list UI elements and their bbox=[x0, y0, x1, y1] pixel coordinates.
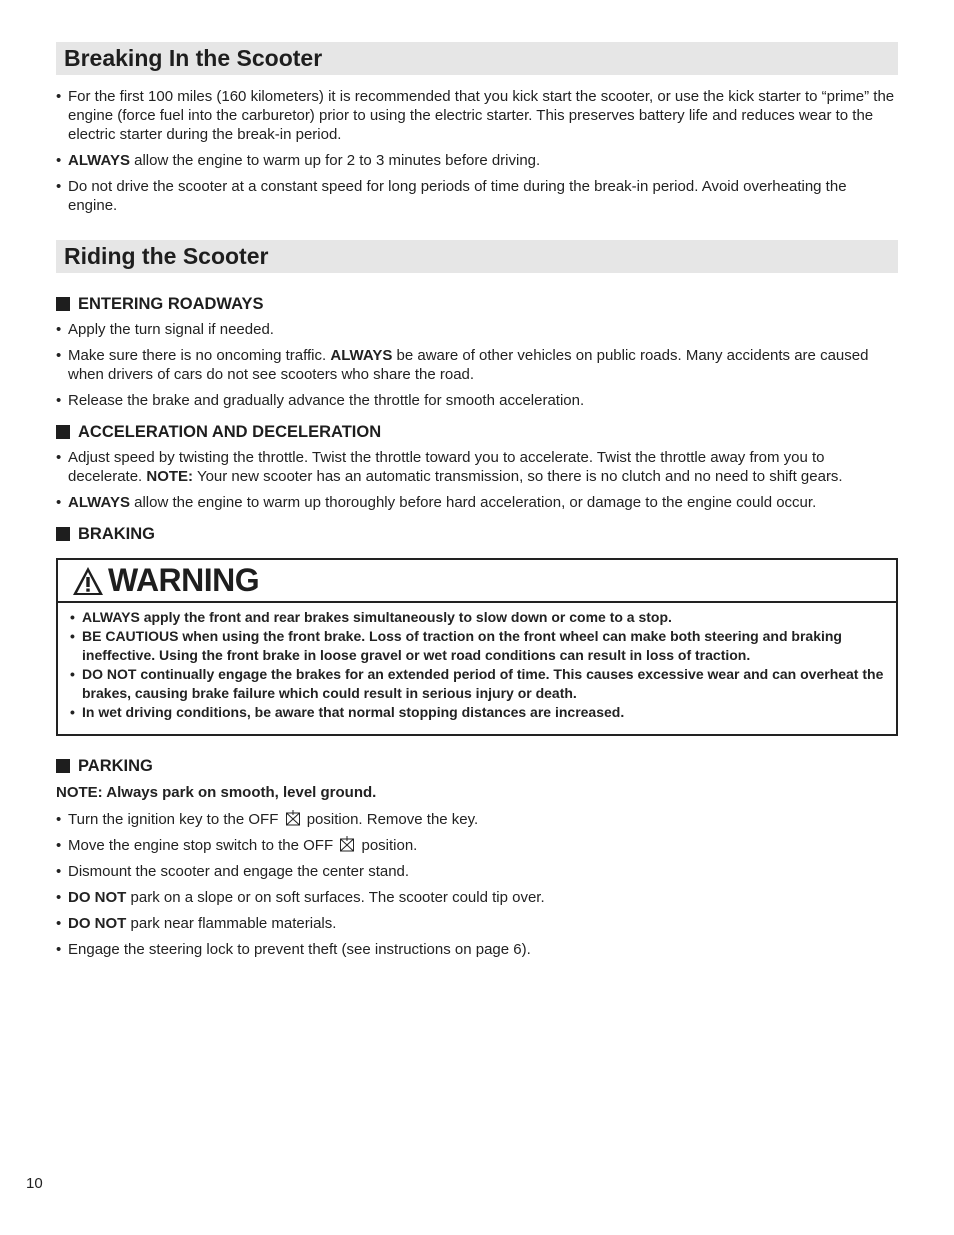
list-item: • Engage the steering lock to prevent theft (see instructions on page 6). bbox=[56, 940, 898, 959]
warning-item: • In wet driving conditions, be aware that normal stopping distances are increased. bbox=[70, 703, 884, 722]
list-item: • Turn the ignition key to the OFF position. Remove the key. bbox=[56, 810, 898, 829]
warning-item: • BE CAUTIOUS when using the front brake. Loss of traction on the front wheel can make both steering and braking ineffective. Using the front brake in loose gravel or wet road conditions can result in loss of traction. bbox=[70, 627, 884, 665]
off-position-icon bbox=[339, 836, 355, 852]
list-item: • For the first 100 miles (160 kilometers) it is recommended that you kick start the scooter, or use the kick starter to “prime” the engine (force fuel into the carburetor) prior to using the electric starter. This preserves battery life and reduces wear to the electric starter during the break-in period. bbox=[56, 87, 898, 144]
list-item: • Dismount the scooter and engage the center stand. bbox=[56, 862, 898, 881]
manual-page bbox=[56, 42, 898, 966]
subheading-acceleration: ACCELERATION AND DECELERATION bbox=[56, 422, 898, 442]
subheading-parking: PARKING bbox=[56, 756, 898, 776]
off-position-icon bbox=[285, 810, 301, 826]
list-item: • DO NOT park on a slope or on soft surfaces. The scooter could tip over. bbox=[56, 888, 898, 907]
breaking-in-list bbox=[56, 87, 898, 215]
subheading-entering-roadways: ENTERING ROADWAYS bbox=[56, 294, 898, 314]
list-item: • ALWAYS allow the engine to warm up for 2 to 3 minutes before driving. bbox=[56, 151, 898, 170]
warning-title: WARNING bbox=[108, 562, 260, 598]
square-bullet-icon bbox=[56, 297, 70, 311]
warning-box bbox=[56, 558, 898, 736]
acceleration-list bbox=[56, 448, 898, 512]
parking-list bbox=[56, 810, 898, 959]
warning-body bbox=[58, 603, 896, 734]
list-item: • Do not drive the scooter at a constant speed for long periods of time during the break-in period. Avoid overheating the engine. bbox=[56, 177, 898, 215]
warning-item: • DO NOT continually engage the brakes for an extended period of time. This causes excessive wear and can overheat the brakes, causing brake failure which could result in serious injury or death. bbox=[70, 665, 884, 703]
entering-roadways-list bbox=[56, 320, 898, 410]
square-bullet-icon bbox=[56, 527, 70, 541]
subheading-braking: BRAKING bbox=[56, 524, 898, 544]
list-item: • ALWAYS allow the engine to warm up thoroughly before hard acceleration, or damage to the engine could occur. bbox=[56, 493, 898, 512]
parking-note: NOTE: Always park on smooth, level ground. bbox=[56, 784, 377, 801]
list-item: • Release the brake and gradually advance the throttle for smooth acceleration. bbox=[56, 391, 898, 410]
warning-item: • ALWAYS apply the front and rear brakes simultaneously to slow down or come to a stop. bbox=[70, 608, 884, 627]
list-item: • Apply the turn signal if needed. bbox=[56, 320, 898, 339]
list-item: • Adjust speed by twisting the throttle. Twist the throttle toward you to accelerate. Twist the throttle away from you to decelerate. NOTE: Your new scooter has an automatic transmission, so there is no clutch and no need to shift gears. bbox=[56, 448, 898, 486]
warning-header bbox=[58, 560, 896, 603]
section-title-riding: Riding the Scooter bbox=[56, 240, 898, 273]
section-title-breaking-in: Breaking In the Scooter bbox=[56, 42, 898, 75]
list-item: • Move the engine stop switch to the OFF position. bbox=[56, 836, 898, 855]
warning-triangle-icon bbox=[72, 566, 104, 596]
list-item: • Make sure there is no oncoming traffic. ALWAYS be aware of other vehicles on public roads. Many accidents are caused when drivers of cars do not see scooters who share the road. bbox=[56, 346, 898, 384]
page-number: 10 bbox=[26, 1175, 43, 1192]
square-bullet-icon bbox=[56, 759, 70, 773]
list-item: • DO NOT park near flammable materials. bbox=[56, 914, 898, 933]
square-bullet-icon bbox=[56, 425, 70, 439]
